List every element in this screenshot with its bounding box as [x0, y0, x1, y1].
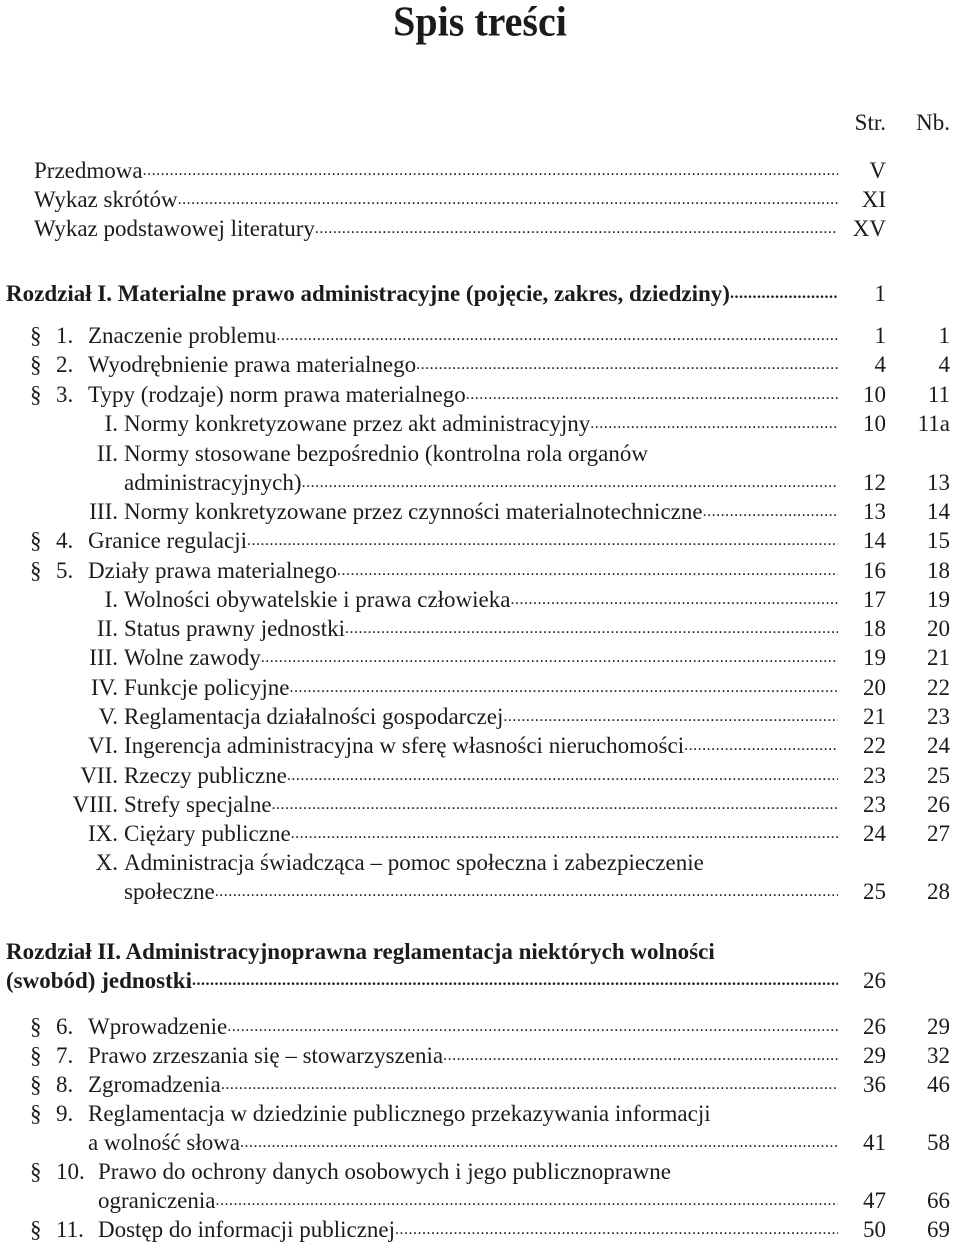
- entry-number: X.: [95, 850, 118, 875]
- entry-number: 9.: [56, 1101, 74, 1126]
- section-sign: §: [30, 1072, 42, 1097]
- entry-title-text: Znaczenie problemu: [88, 323, 277, 348]
- entry-title: Prawo do ochrony danych osobowych i jego publicznoprawne: [98, 1159, 671, 1184]
- dot-leader: [590, 409, 838, 438]
- entry-number: 11.: [56, 1217, 84, 1242]
- column-header-str: Str.: [854, 110, 886, 135]
- margin-number: 46: [927, 1072, 950, 1097]
- entry-number: III.: [89, 645, 118, 670]
- chapter-title: [6, 279, 838, 308]
- page-number: 21: [863, 704, 886, 729]
- dot-leader: [510, 585, 838, 614]
- toc-entry[interactable]: [0, 1099, 960, 1128]
- entry-title-cont: [124, 877, 838, 906]
- chapter-heading-continuation[interactable]: [0, 966, 960, 995]
- dot-leader: [276, 321, 838, 350]
- toc-entry[interactable]: [0, 819, 960, 848]
- entry-title: [124, 409, 838, 438]
- dot-leader: [287, 761, 838, 790]
- page-number: XV: [852, 216, 886, 241]
- margin-number: 13: [927, 470, 950, 495]
- page-number: 16: [863, 558, 886, 583]
- page-number: 17: [863, 587, 886, 612]
- entry-title-text: Dostęp do informacji publicznej: [98, 1217, 396, 1242]
- dot-leader: [315, 214, 838, 243]
- dot-leader: [221, 1070, 838, 1099]
- entry-title: [34, 214, 838, 243]
- toc-entry-continuation[interactable]: [0, 1128, 960, 1157]
- margin-number: 21: [927, 645, 950, 670]
- page-number: 12: [863, 470, 886, 495]
- toc-entry[interactable]: [0, 350, 960, 379]
- entry-number: I.: [104, 411, 118, 436]
- page-number: 41: [863, 1130, 886, 1155]
- margin-number: 11: [927, 382, 950, 407]
- dot-leader: [215, 877, 838, 906]
- chapter-title-cont: [6, 966, 838, 995]
- dot-leader: [215, 1186, 838, 1215]
- entry-title-cont: [124, 468, 838, 497]
- dot-leader: [261, 643, 838, 672]
- entry-title: [34, 156, 838, 185]
- entry-title-text: Wykaz skrótów: [34, 187, 178, 212]
- page-number: 19: [863, 645, 886, 670]
- dot-leader: [247, 526, 838, 555]
- entry-title: [124, 819, 838, 848]
- entry-title-text: Reglamentacja działalności gospodarczej: [124, 704, 504, 729]
- entry-title: Administracja świadcząca – pomoc społeczna i zabezpieczenie: [124, 850, 704, 875]
- entry-title: [88, 526, 838, 555]
- entry-title-cont-text: ograniczenia: [98, 1188, 216, 1213]
- toc-entry[interactable]: [0, 761, 960, 790]
- margin-number: 11a: [917, 411, 950, 436]
- entry-title: [88, 1012, 838, 1041]
- toc-front-entry[interactable]: [0, 214, 960, 243]
- chapter-title-text: Rozdział I. Materialne prawo administracyjne (pojęcie, zakres, dziedziny): [6, 281, 730, 306]
- entry-number: II.: [96, 616, 118, 641]
- dot-leader: [443, 1041, 838, 1070]
- page-number: 10: [863, 411, 886, 436]
- entry-title: [88, 321, 838, 350]
- section-sign: §: [30, 558, 42, 583]
- page-title: Spis treści: [393, 0, 567, 46]
- entry-number: 10.: [56, 1159, 85, 1184]
- dot-leader: [272, 790, 838, 819]
- entry-title-text: Wolne zawody: [124, 645, 261, 670]
- page-number: 29: [863, 1043, 886, 1068]
- entry-title-text: Granice regulacji: [88, 528, 247, 553]
- entry-title-text: Ciężary publiczne: [124, 821, 291, 846]
- entry-title-cont-text: a wolność słowa: [88, 1130, 241, 1155]
- dot-leader: [227, 1012, 838, 1041]
- entry-title: [124, 585, 838, 614]
- entry-number: 4.: [56, 528, 74, 553]
- entry-title-text: Status prawny jednostki: [124, 616, 346, 641]
- toc-entry-continuation[interactable]: [0, 877, 960, 906]
- margin-number: 25: [927, 763, 950, 788]
- dot-leader: [302, 468, 838, 497]
- entry-title-text: Ingerencja administracyjna w sferę własności nieruchomości: [124, 733, 685, 758]
- page-number: 50: [863, 1217, 886, 1242]
- margin-number: 28: [927, 879, 950, 904]
- toc-entry[interactable]: [0, 673, 960, 702]
- margin-number: 29: [927, 1014, 950, 1039]
- entry-title-cont-text: społeczne: [124, 879, 215, 904]
- margin-number: 1: [938, 323, 950, 348]
- page-number: 23: [863, 763, 886, 788]
- page-number: XI: [861, 187, 886, 212]
- page-number: 47: [863, 1188, 886, 1213]
- page-number: 10: [863, 382, 886, 407]
- entry-number: II.: [96, 441, 118, 466]
- dot-leader: [345, 614, 838, 643]
- toc-entry-continuation[interactable]: [0, 1186, 960, 1215]
- entry-title: [88, 1041, 838, 1070]
- page-number: 1: [874, 281, 886, 306]
- dot-leader: [192, 966, 838, 995]
- entry-title: Normy stosowane bezpośrednio (kontrolna rola organów: [124, 441, 648, 466]
- section-sign: §: [30, 1159, 42, 1184]
- toc-entry[interactable]: [0, 1215, 960, 1244]
- dot-leader: [416, 350, 838, 379]
- toc-entry[interactable]: [0, 643, 960, 672]
- entry-title-text: Strefy specjalne: [124, 792, 272, 817]
- entry-title: [124, 673, 838, 702]
- toc-front-entry[interactable]: [0, 185, 960, 214]
- toc-entry[interactable]: [0, 848, 960, 877]
- entry-title: [88, 380, 838, 409]
- toc-entry[interactable]: [0, 409, 960, 438]
- entry-title-text: Normy konkretyzowane przez czynności materialnotechniczne: [124, 499, 703, 524]
- entry-number: 6.: [56, 1014, 74, 1039]
- entry-number: VI.: [87, 733, 118, 758]
- entry-title-text: Normy konkretyzowane przez akt administracyjny: [124, 411, 591, 436]
- dot-leader: [703, 497, 838, 526]
- chapter-title-cont-text: (swobód) jednostki: [6, 968, 192, 993]
- toc-entry[interactable]: [0, 702, 960, 731]
- entry-title-text: Wolności obywatelskie i prawa człowieka: [124, 587, 511, 612]
- page-number: 24: [863, 821, 886, 846]
- toc-entry[interactable]: [0, 585, 960, 614]
- entry-title: Reglamentacja w dziedzinie publicznego przekazywania informacji: [88, 1101, 711, 1126]
- page-number: 4: [874, 352, 886, 377]
- section-sign: §: [30, 323, 42, 348]
- margin-number: 4: [938, 352, 950, 377]
- entry-title-text: Typy (rodzaje) norm prawa materialnego: [88, 382, 466, 407]
- entry-number: VII.: [80, 763, 118, 788]
- entry-title-text: Przedmowa: [34, 158, 143, 183]
- entry-number: IX.: [87, 821, 118, 846]
- entry-title-text: Prawo zrzeszania się – stowarzyszenia: [88, 1043, 444, 1068]
- entry-title: [34, 185, 838, 214]
- entry-number: 8.: [56, 1072, 74, 1097]
- toc-entry[interactable]: [0, 1012, 960, 1041]
- entry-title-text: Wykaz podstawowej literatury: [34, 216, 315, 241]
- page-number: 25: [863, 879, 886, 904]
- toc-entry[interactable]: [0, 526, 960, 555]
- entry-title: [124, 790, 838, 819]
- margin-number: 66: [927, 1188, 950, 1213]
- toc-entry[interactable]: [0, 614, 960, 643]
- margin-number: 20: [927, 616, 950, 641]
- entry-title-text: Wprowadzenie: [88, 1014, 228, 1039]
- entry-title-text: Działy prawa materialnego: [88, 558, 338, 583]
- toc-entry[interactable]: [0, 439, 960, 468]
- toc-entry[interactable]: [0, 731, 960, 760]
- toc-entry[interactable]: [0, 1041, 960, 1070]
- toc-entry[interactable]: [0, 790, 960, 819]
- entry-title-text: Funkcje policyjne: [124, 675, 290, 700]
- entry-number: I.: [104, 587, 118, 612]
- margin-number: 14: [927, 499, 950, 524]
- toc-entry[interactable]: [0, 1157, 960, 1186]
- entry-number: 3.: [56, 382, 74, 407]
- margin-number: 15: [927, 528, 950, 553]
- column-header-nb: Nb.: [916, 110, 950, 135]
- dot-leader: [143, 156, 838, 185]
- entry-title: [124, 614, 838, 643]
- margin-number: 32: [927, 1043, 950, 1068]
- entry-title-text: Zgromadzenia: [88, 1072, 221, 1097]
- dot-leader: [684, 731, 838, 760]
- entry-title-text: Rzeczy publiczne: [124, 763, 287, 788]
- entry-title-cont: [98, 1186, 838, 1215]
- dot-leader: [466, 380, 838, 409]
- entry-title: [88, 350, 838, 379]
- page-number: 14: [863, 528, 886, 553]
- entry-number: IV.: [90, 675, 118, 700]
- entry-number: III.: [89, 499, 118, 524]
- margin-number: 26: [927, 792, 950, 817]
- section-sign: §: [30, 1217, 42, 1242]
- entry-title: [124, 643, 838, 672]
- dot-leader: [240, 1128, 838, 1157]
- dot-leader: [730, 279, 838, 308]
- margin-number: 69: [927, 1217, 950, 1242]
- entry-title-text: Wyodrębnienie prawa materialnego: [88, 352, 417, 377]
- entry-title: [88, 1070, 838, 1099]
- entry-title-cont-text: administracyjnych): [124, 470, 302, 495]
- toc-entry[interactable]: [0, 556, 960, 585]
- page-number: 23: [863, 792, 886, 817]
- page-number: 22: [863, 733, 886, 758]
- section-sign: §: [30, 382, 42, 407]
- page-number: 36: [863, 1072, 886, 1097]
- entry-number: 5.: [56, 558, 74, 583]
- entry-title: [124, 497, 838, 526]
- page-number: 1: [874, 323, 886, 348]
- entry-number: 7.: [56, 1043, 74, 1068]
- toc-entry[interactable]: [0, 321, 960, 350]
- dot-leader: [291, 819, 838, 848]
- entry-number: 1.: [56, 323, 74, 348]
- page-number: 18: [863, 616, 886, 641]
- entry-number: VIII.: [72, 792, 118, 817]
- toc-entry[interactable]: [0, 497, 960, 526]
- column-header-row: [0, 108, 960, 137]
- page-number: 20: [863, 675, 886, 700]
- dot-leader: [178, 185, 838, 214]
- margin-number: 58: [927, 1130, 950, 1155]
- entry-title: [98, 1215, 838, 1244]
- page-number: 26: [863, 968, 886, 993]
- section-sign: §: [30, 352, 42, 377]
- dot-leader: [289, 673, 838, 702]
- page-number: 13: [863, 499, 886, 524]
- dot-leader: [337, 556, 838, 585]
- margin-number: 23: [927, 704, 950, 729]
- section-sign: §: [30, 1101, 42, 1126]
- page-number: V: [869, 158, 886, 183]
- chapter-heading[interactable]: [0, 937, 960, 966]
- entry-title-cont: [88, 1128, 838, 1157]
- margin-number: 22: [927, 675, 950, 700]
- dot-leader: [395, 1215, 838, 1244]
- section-sign: §: [30, 528, 42, 553]
- margin-number: 19: [927, 587, 950, 612]
- toc-entry[interactable]: [0, 1070, 960, 1099]
- margin-number: 27: [927, 821, 950, 846]
- section-sign: §: [30, 1043, 42, 1068]
- page-number: 26: [863, 1014, 886, 1039]
- toc-entry[interactable]: [0, 380, 960, 409]
- dot-leader: [503, 702, 838, 731]
- toc-front-entry[interactable]: [0, 156, 960, 185]
- entry-title: [124, 731, 838, 760]
- toc-entry-continuation[interactable]: [0, 468, 960, 497]
- chapter-heading[interactable]: [0, 279, 960, 308]
- chapter-title: Rozdział II. Administracyjnoprawna reglamentacja niektórych wolności: [6, 939, 715, 964]
- entry-title: [124, 761, 838, 790]
- section-sign: §: [30, 1014, 42, 1039]
- margin-number: 24: [927, 733, 950, 758]
- entry-number: V.: [98, 704, 118, 729]
- entry-title: [124, 702, 838, 731]
- entry-number: 2.: [56, 352, 74, 377]
- entry-title: [88, 556, 838, 585]
- margin-number: 18: [927, 558, 950, 583]
